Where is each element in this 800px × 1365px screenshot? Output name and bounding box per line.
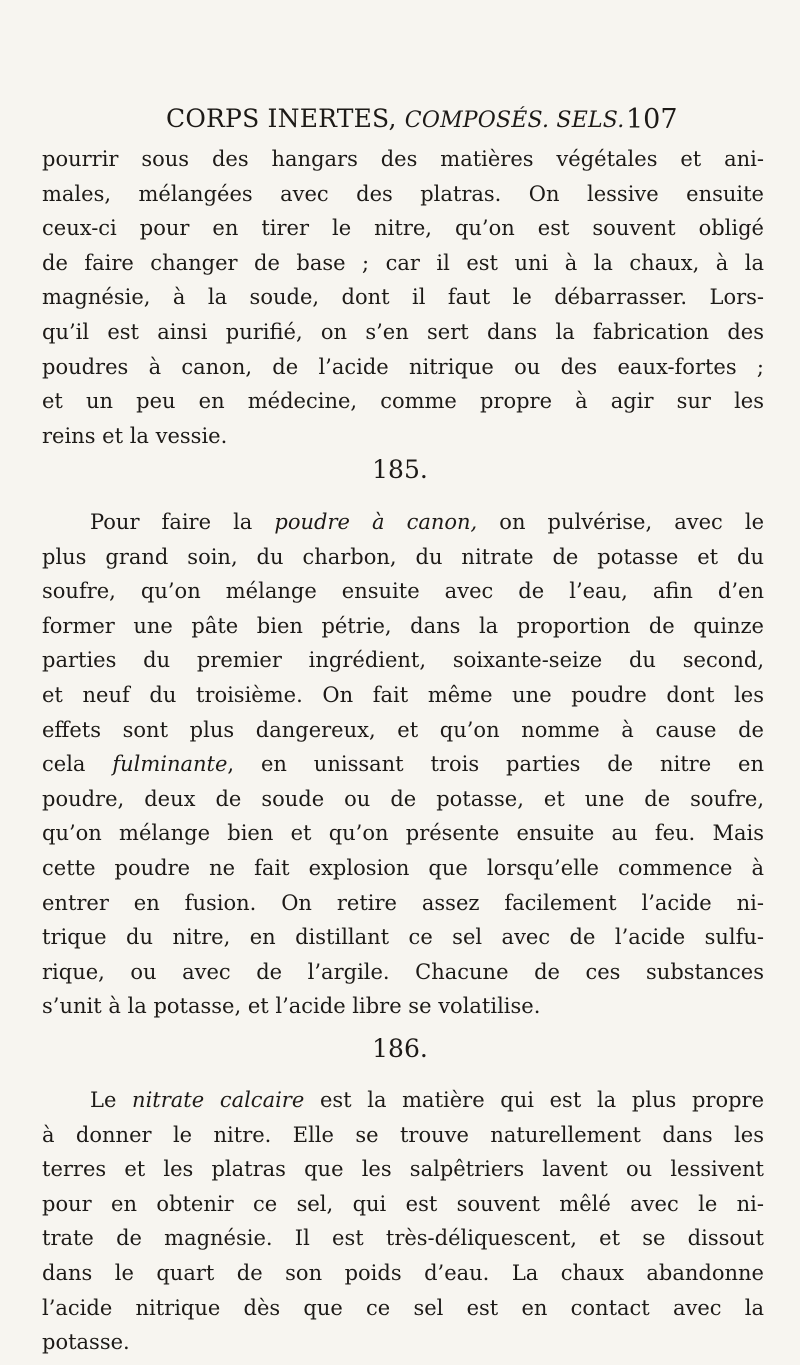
text-line: de faire changer de base ; car il est uni à la chaux, à la — [42, 250, 764, 275]
text-run: entrer en fusion. On retire assez facilement l’acide ni- — [42, 890, 764, 915]
text-line — [42, 713, 764, 748]
text-line — [42, 505, 764, 540]
text-line — [42, 851, 764, 886]
text-line — [42, 540, 764, 575]
text-run: dans le quart de son poids d’eau. La chaux abandonne — [42, 1260, 764, 1285]
text-run: à donner le nitre. Elle se trouve naturellement dans les — [42, 1122, 764, 1147]
text-run: trique du nitre, en distillant ce sel avec de l’acide sulfu- — [42, 925, 764, 950]
text-line: poudres à canon, de l’acide nitrique ou des eaux-fortes ; — [42, 354, 764, 379]
text-line — [42, 1083, 764, 1118]
text-run: est la matière qui est la plus propre — [304, 1088, 764, 1112]
text-run: trate de magnésie. Il est très-déliquescent, et se dissout — [42, 1226, 764, 1251]
text-line — [42, 1291, 764, 1326]
text-line — [42, 989, 764, 1024]
running-head — [166, 104, 624, 133]
text-line — [42, 1187, 764, 1222]
text-line — [42, 1118, 764, 1153]
text-line — [42, 886, 764, 921]
text-run: l’acide nitrique dès que ce sel est en contact avec la — [42, 1295, 764, 1320]
paragraph-1 — [42, 142, 764, 453]
text-run: et neuf du troisième. On fait même une poudre dont les — [42, 682, 764, 707]
text-run: rique, ou avec de l’argile. Chacune de ces substances — [42, 959, 764, 984]
text-run: pour en obtenir ce sel, qui est souvent mêlé avec le ni- — [42, 1191, 764, 1216]
text-line — [42, 1325, 764, 1360]
text-run: effets sont plus dangereux, et qu’on nomme à cause de — [42, 717, 764, 742]
italic-term: poudre à canon, — [274, 510, 478, 534]
text-line — [42, 747, 764, 782]
text-run: Le — [90, 1088, 133, 1112]
italic-term: nitrate calcaire — [132, 1088, 305, 1112]
text-line — [42, 609, 764, 644]
text-run: potasse. — [42, 1330, 130, 1355]
text-run: Pour faire la — [90, 510, 275, 534]
paragraph-185 — [42, 505, 764, 1024]
section-number-185: 185. — [372, 455, 428, 484]
text-line — [42, 678, 764, 713]
text-run: parties du premier ingrédient, soixante-seize du second, — [42, 648, 764, 673]
text-line — [42, 643, 764, 678]
text-run: soufre, qu’on mélange ensuite avec de l’eau, afin d’en — [42, 579, 764, 604]
text-line: reins et la vessie. — [42, 423, 228, 448]
text-line — [42, 574, 764, 609]
text-run: terres et les platras que les salpêtriers lavent ou lessivent — [42, 1157, 764, 1182]
page-number: 107 — [626, 104, 678, 135]
running-subtitle: COMPOSÉS. SELS. — [404, 108, 625, 133]
text-run: on pulvérise, avec le — [477, 510, 764, 534]
text-line — [42, 920, 764, 955]
running-title: CORPS INERTES, — [166, 104, 397, 133]
text-line — [42, 1256, 764, 1291]
text-run: poudre, deux de soude ou de potasse, et une de soufre, — [42, 786, 764, 811]
text-line: et un peu en médecine, comme propre à agir sur les — [42, 389, 764, 414]
text-run: cette poudre ne fait explosion que lorsqu’elle commence à — [42, 855, 764, 880]
text-line — [42, 782, 764, 817]
text-line: males, mélangées avec des platras. On lessive ensuite — [42, 181, 764, 206]
paragraph-186 — [42, 1083, 764, 1360]
text-line: qu’il est ainsi purifié, on s’en sert dans la fabrication des — [42, 319, 764, 344]
text-line: magnésie, à la soude, dont il faut le débarrasser. Lors- — [42, 285, 764, 310]
text-run: s’unit à la potasse, et l’acide libre se volatilise. — [42, 994, 541, 1019]
text-run: cela — [42, 752, 113, 777]
text-run: qu’on mélange bien et qu’on présente ensuite au feu. Mais — [42, 821, 764, 846]
text-run: former une pâte bien pétrie, dans la proportion de quinze — [42, 613, 764, 638]
text-line — [42, 1221, 764, 1256]
text-line: ceux-ci pour en tirer le nitre, qu’on est souvent obligé — [42, 216, 764, 241]
italic-term: fulminante — [112, 752, 228, 777]
text-run: , en unissant trois parties de nitre en — [227, 752, 764, 777]
text-run: plus grand soin, du charbon, du nitrate de potasse et du — [42, 544, 764, 569]
text-line — [42, 1152, 764, 1187]
text-line — [42, 955, 764, 990]
text-line — [42, 816, 764, 851]
text-line: pourrir sous des hangars des matières végétales et ani- — [42, 147, 764, 171]
section-number-186: 186. — [372, 1034, 428, 1063]
